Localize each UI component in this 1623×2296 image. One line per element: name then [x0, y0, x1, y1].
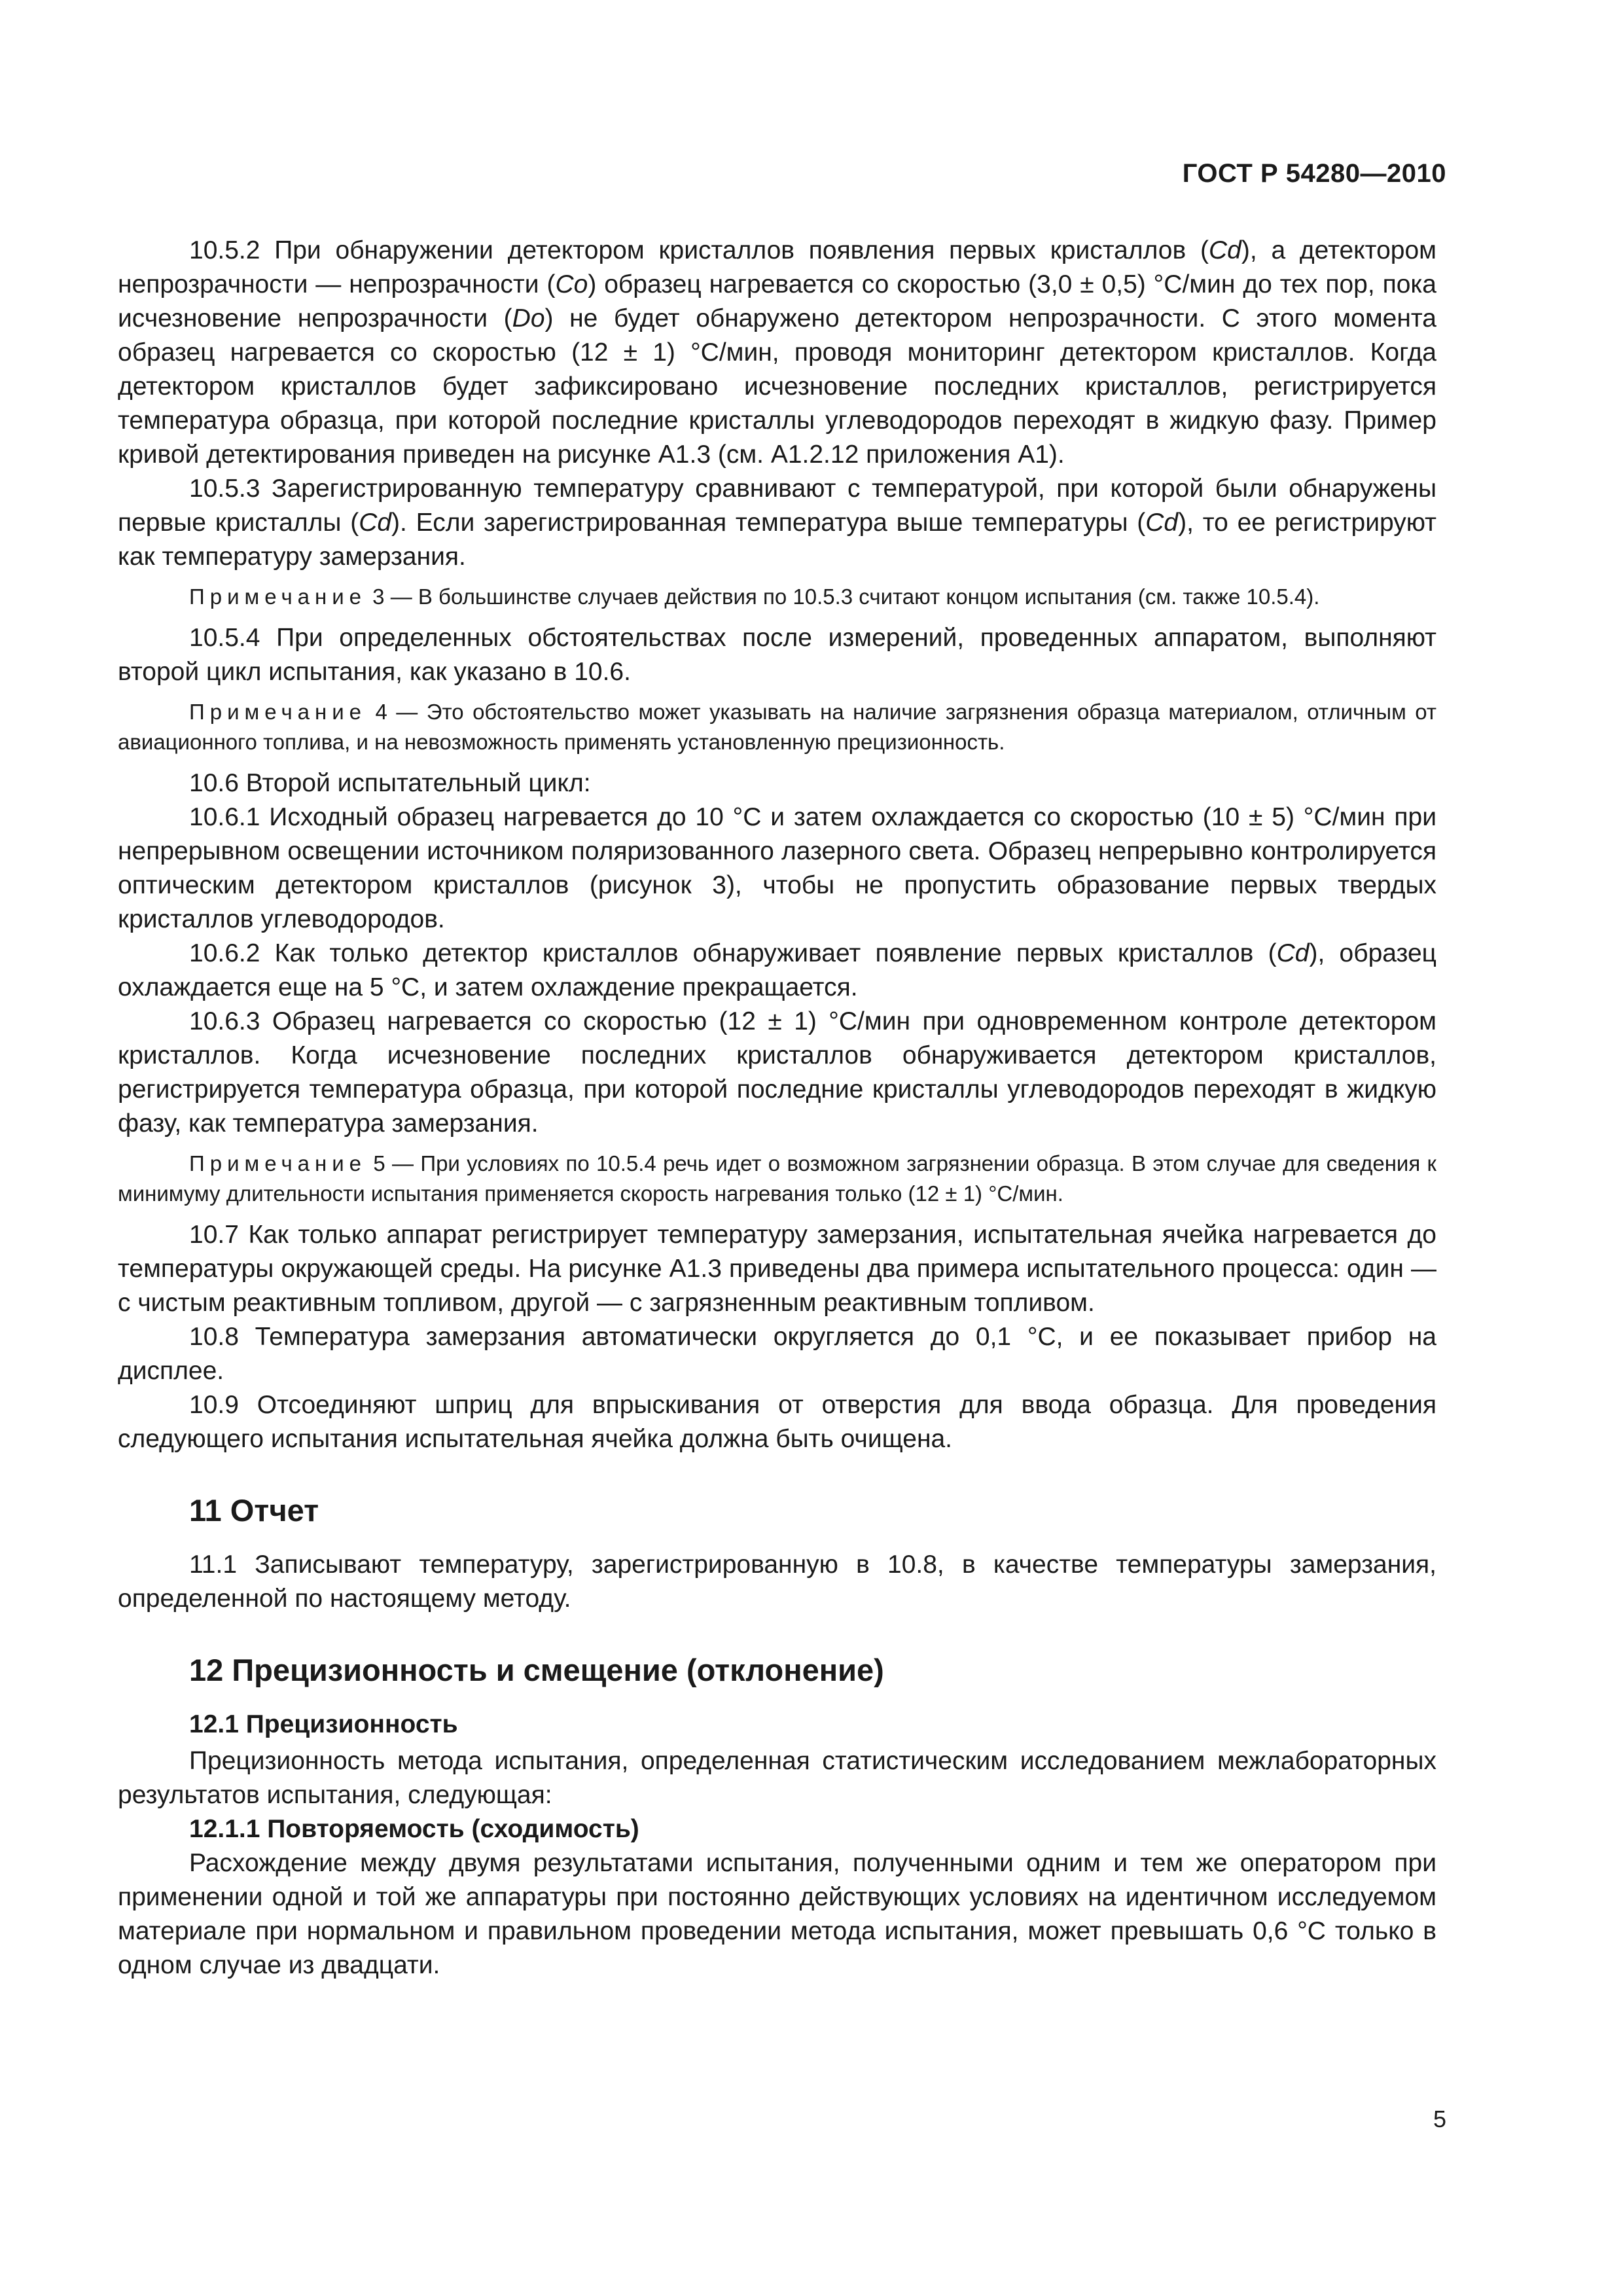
subsection-heading-12-1-1: 12.1.1 Повторяемость (сходимость): [189, 1815, 639, 1843]
note-label: Примечание: [189, 700, 367, 724]
note-4: [118, 697, 1436, 757]
paragraph-10-6-1: 10.6.1 Исходный образец нагревается до 10 °С и затем охлаждается со скоростью (10 ± 5) °С/мин при непрерывном освещении источником поляризованного лазерного света. Образец непрерывно контролируется оптическим детектором кристаллов (рисунок 3), чтобы не пропустить образование первых твердых кристаллов углеводородов.: [118, 803, 1436, 933]
symbol-cd: Cd: [359, 509, 392, 537]
paragraph-10-7: 10.7 Как только аппарат регистрирует температуру замерзания, испытательная ячейка нагревается до температуры окружающей среды. На рисунке А1.3 приведены два примера испытательного процесса: один — с чистым реактивным топливом, другой — с загрязненным реактивным топливом.: [118, 1221, 1436, 1317]
paragraph-10-5-2: [118, 234, 1436, 472]
note-3: [118, 582, 1436, 612]
text-run: 10.5.2 При обнаружении детектором кристаллов появления первых кристаллов (: [189, 236, 1209, 264]
note-label: Примечание: [189, 584, 367, 609]
page-number: 5: [1433, 2106, 1446, 2132]
note-text: 5 — При условиях по 10.5.4 речь идет о возможном загрязнении образца. В этом случае для сведения к минимуму длительности испытания применяется скорость нагревания только (12 ± 1) °С/мин.: [118, 1151, 1436, 1206]
paragraph-10-6-3: 10.6.3 Образец нагревается со скоростью (12 ± 1) °С/мин при одновременном контроле детектором кристаллов. Когда исчезновение последних кристаллов обнаруживается детектором кристаллов, регистрируется температура образца, при которой последние кристаллы углеводородов переходят в жидкую фазу, как температура замерзания.: [118, 1007, 1436, 1138]
paragraph-10-9: 10.9 Отсоединяют шприц для впрыскивания от отверстия для ввода образца. Для проведения следующего испытания испытательная ячейка должна быть очищена.: [118, 1391, 1436, 1453]
paragraph-11-1: 11.1 Записывают температуру, зарегистрированную в 10.8, в качестве температуры замерзания, определенной по настоящему методу.: [118, 1551, 1436, 1613]
symbol-cd: Cd: [1276, 939, 1310, 967]
section-heading-11: 11 Отчет: [189, 1493, 319, 1528]
paragraph-12-1-1: Расхождение между двумя результатами испытания, полученными одним и тем же оператором при применении одной и той же аппаратуры при постоянно действующих условиях на идентичном исследуемом материале при нормальном и правильном проведении метода испытания, может превышать 0,6 °С только в одном случае из двадцати.: [118, 1849, 1436, 1979]
text-run: ). Если зарегистрированная температура выше температуры (: [391, 509, 1146, 537]
text-run: 10.6.2 Как только детектор кристаллов обнаруживает появление первых кристаллов (: [189, 939, 1277, 967]
section-heading-12: 12 Прецизионность и смещение (отклонение): [189, 1653, 884, 1687]
paragraph-10-8: 10.8 Температура замерзания автоматически округляется до 0,1 °С, и ее показывает прибор на дисплее.: [118, 1323, 1436, 1385]
symbol-do: Do: [512, 304, 545, 332]
paragraph-10-5-3: [118, 472, 1436, 574]
symbol-co: Co: [555, 270, 588, 298]
note-text: 4 — Это обстоятельство может указывать на наличие загрязнения образца материалом, отличным от авиационного топлива, и на невозможность применять установленную прецизионность.: [118, 700, 1436, 754]
text-run: ), а детектором непрозрачности — непрозрачности (: [118, 236, 1436, 298]
note-label: Примечание: [189, 1151, 367, 1175]
paragraph-12-1: Прецизионность метода испытания, определенная статистическим исследованием межлабораторных результатов испытания, следующая:: [118, 1747, 1436, 1809]
paragraph-10-6-2: [118, 937, 1436, 1005]
text-run: ), образец охлаждается еще на 5 °С, и затем охлаждение прекращается.: [118, 939, 1436, 1001]
paragraph-10-6: 10.6 Второй испытательный цикл:: [189, 769, 591, 797]
symbol-cd: Cd: [1145, 509, 1179, 537]
subsection-heading-12-1: 12.1 Прецизионность: [189, 1710, 458, 1738]
text-run: ), то ее регистрируют как температуру замерзания.: [118, 509, 1436, 571]
text-run: ) не будет обнаружено детектором непрозрачности. С этого момента образец нагревается со скоростью (12 ± 1) °С/мин, проводя мониторинг детектором кристаллов. Когда детектором кристаллов будет зафиксировано исчезновение последних кристаллов, регистрируется температура образца, при которой последние кристаллы углеводородов переходят в жидкую фазу. Пример кривой детектирования приведен на рисунке А1.3 (см. А1.2.12 приложения А1).: [118, 304, 1436, 469]
text-run: ) образец нагревается со скоростью (3,0 ± 0,5) °С/мин до тех пор, пока исчезновение непрозрачности (: [118, 270, 1436, 332]
note-text: 3 — В большинстве случаев действия по 10.5.3 считают концом испытания (см. также 10.5.4).: [366, 584, 1320, 609]
text-run: 10.5.3 Зарегистрированную температуру сравнивают с температурой, при которой были обнаружены первые кристаллы (: [118, 475, 1436, 537]
document-body: [118, 234, 1436, 1982]
document-code-header: ГОСТ Р 54280—2010: [1182, 159, 1446, 188]
note-5: [118, 1149, 1436, 1209]
paragraph-10-5-4: 10.5.4 При определенных обстоятельствах после измерений, проведенных аппаратом, выполняют второй цикл испытания, как указано в 10.6.: [118, 624, 1436, 686]
symbol-cd: Cd: [1208, 236, 1241, 264]
